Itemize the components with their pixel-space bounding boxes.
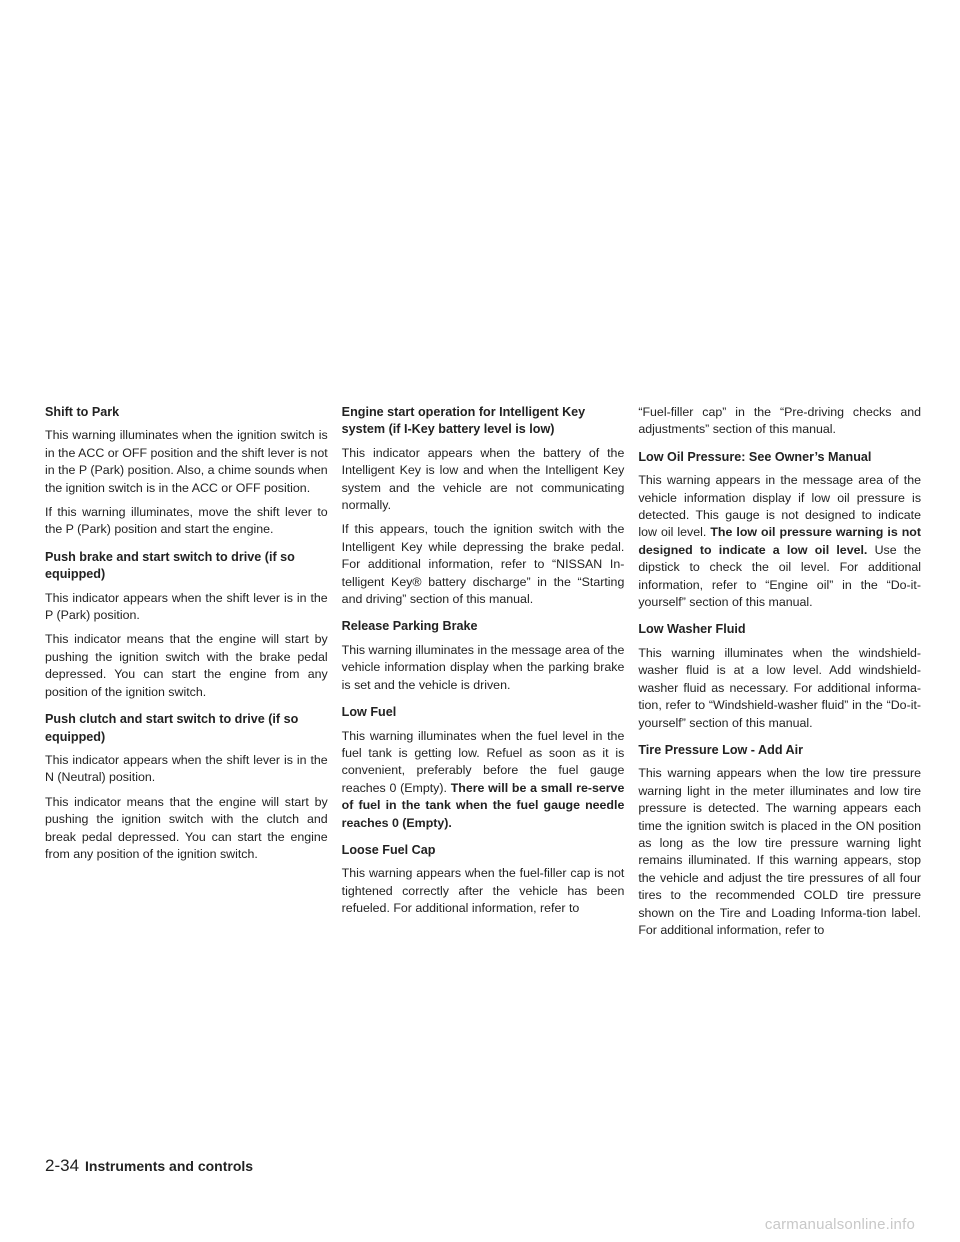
heading-shift-to-park: Shift to Park [45,405,120,419]
paragraph: This warning illuminates when the windshield-washer fluid is at a low level. Add windshield-washer fluid as necessary. For additional informa-tion, refer to “Windshield-washer fluid” in the “Do-it-yourself” section of this manual. [638,645,922,730]
column-3 [638,404,921,946]
text-run: This warning appears in the message area of the vehicle information display if low oil pressure is detected. This gauge is not designed to indicate low oil level. [638,473,922,540]
heading-low-washer-fluid: Low Washer Fluid [638,622,746,637]
paragraph: This warning appears when the fuel-filler cap is not tightened correctly after the vehicle has been refueled. For additional information, refer to [341,866,625,916]
heading-loose-fuel-cap: Loose Fuel Cap [341,842,436,857]
page-number: 2-34 [45,1156,80,1175]
paragraph: This indicator means that the engine will start by pushing the ignition switch with the brake pedal depressed. You can start the engine from any position of the ignition switch. [45,632,328,699]
paragraph: This warning illuminates when the ignition switch is in the ACC or OFF position and the shift lever is not in the P (Park) position. Also, a chime sounds when the ignition switch is in the ACC or OFF position. [45,428,328,495]
text-columns [45,404,921,946]
heading-tire-pressure-low: Tire Pressure Low - Add Air [638,742,804,757]
heading-low-oil-pressure: Low Oil Pressure: See Owner’s Manual [638,449,872,464]
heading-push-clutch: Push clutch and start switch to drive (if so equipped) [45,712,299,744]
section-title: Instruments and controls [85,1158,254,1174]
paragraph: This warning appears when the low tire pressure warning light in the meter illuminates and low tire pressure is detected. The warning appears each time the ignition switch is placed in the ON position as long as the low tire pressure warning light remains illuminated. If this warning appears, stop the vehicle and adjust the tire pressures of all four tires to the recommended COLD tire pressure shown on the Tire and Loading Informa-tion label. For additional information, refer to [638,766,922,937]
heading-release-parking-brake: Release Parking Brake [341,619,478,634]
paragraph: If this warning illuminates, move the shift lever to the P (Park) position and start the engine. [45,505,328,537]
paragraph: This indicator appears when the shift lever is in the P (Park) position. [45,590,328,623]
watermark: carmanualsonline.info [764,1216,915,1233]
paragraph: If this appears, touch the ignition switch with the Intelligent Key while depressing the brake pedal. For additional information, refer to “NISSAN In-telligent Key® battery discharge” in the “Starting and driving” section of this manual. [341,522,625,607]
heading-push-brake: Push brake and start switch to drive (if so equipped) [45,549,295,582]
column-1 [45,404,328,946]
column-2 [342,404,625,946]
paragraph: This indicator appears when the battery of the Intelligent Key is low and when the Intelligent Key system and the vehicle are not communicating normally. [341,445,625,513]
page-footer [45,1156,253,1176]
text-run: Use the dipstick to check the oil level. For additional information, refer to “Engine oil” in the “Do-it-yourself” section of this manual. [638,542,922,610]
paragraph-low-fuel [342,728,625,832]
text-run: This warning illuminates when the fuel level in the fuel tank is getting low. Refuel as soon as it is convenient, preferably before the fuel gauge reaches 0 (Empty). [341,728,625,795]
bold-text-run: The low oil pressure warning is not designed to indicate a low oil level. [638,525,922,557]
paragraph: This warning illuminates in the message area of the vehicle information display when the parking brake is set and the vehicle is driven. [341,642,625,692]
bold-text-run: There will be a small re-serve of fuel in the tank when the fuel gauge needle reaches 0 (Empty). [341,780,625,830]
paragraph: “Fuel-filler cap” in the “Pre-driving checks and adjustments” section of this manual. [638,405,922,437]
paragraph-low-oil [638,472,921,611]
heading-low-fuel: Low Fuel [341,705,397,720]
paragraph: This indicator means that the engine will start by pushing the ignition switch with the clutch and break pedal depressed. You can start the engine from any position of the ignition switch. [45,794,328,861]
heading-engine-start: Engine start operation for Intelligent Key system (if I-Key battery level is low) [341,405,586,437]
paragraph: This indicator appears when the shift lever is in the N (Neutral) position. [45,752,328,785]
